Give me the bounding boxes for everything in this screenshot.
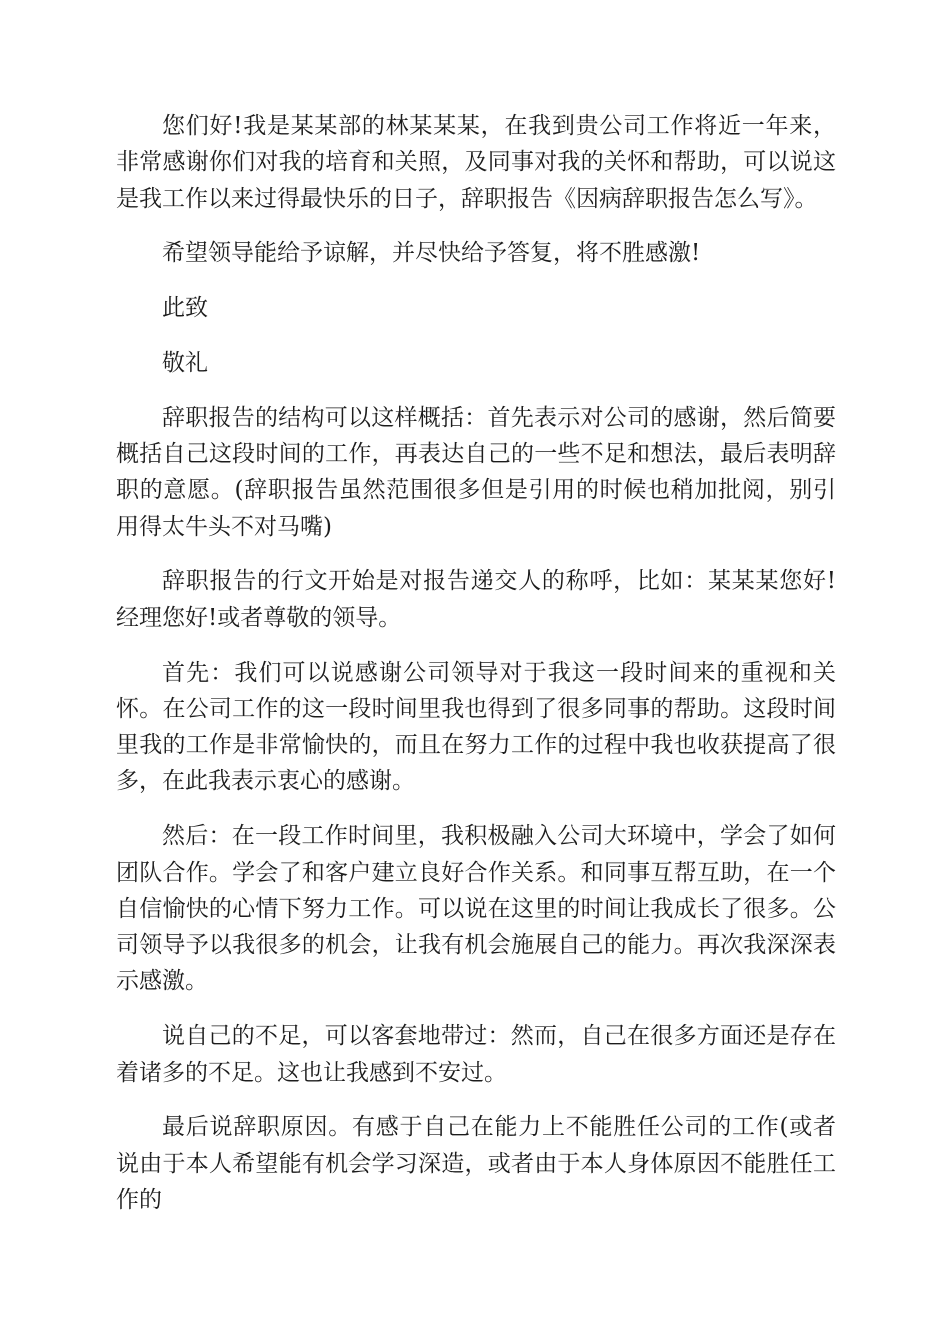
closing-regards: 敬礼 (162, 349, 208, 376)
document-body (116, 108, 836, 1237)
reason-paragraph: 最后说辞职原因。有感于自己在能力上不能胜任公司的工作(或者说由于本人希望能有机会学习深造，或者由于本人身体原因不能胜任工作的 (116, 1114, 836, 1213)
greeting-paragraph: 您们好!我是某某部的林某某某，在我到贵公司工作将近一年来，非常感谢你们对我的培育和关照，及同事对我的关怀和帮助，可以说这是我工作以来过得最快乐的日子，辞职报告《因病辞职报告怎么写》。 (116, 113, 836, 212)
first-step-paragraph: 首先：我们可以说感谢公司领导对于我这一段时间来的重视和关怀。在公司工作的这一段时间里我也得到了很多同事的帮助。这段时间里我的工作是非常愉快的，而且在努力工作的过程中我也收获提高了很多，在此我表示衷心的感谢。 (116, 659, 836, 795)
addressing-paragraph: 辞职报告的行文开始是对报告递交人的称呼，比如：某某某您好!经理您好!或者尊敬的领导。 (116, 568, 836, 631)
structure-paragraph: 辞职报告的结构可以这样概括：首先表示对公司的感谢，然后简要概括自己这段时间的工作，再表达自己的一些不足和想法，最后表明辞职的意愿。(辞职报告虽然范围很多但是引用的时候也稍加批阅，别引用得太牛头不对马嘴) (116, 404, 836, 540)
request-paragraph: 希望领导能给予谅解，并尽快给予答复，将不胜感激! (162, 240, 701, 267)
then-step-paragraph: 然后：在一段工作时间里，我积极融入公司大环境中，学会了如何团队合作。学会了和客户建立良好合作关系。和同事互帮互助，在一个自信愉快的心情下努力工作。可以说在这里的时间让我成长了很多。公司领导予以我很多的机会，让我有机会施展自己的能力。再次我深深表示感激。 (116, 823, 836, 995)
closing-salutation: 此致 (162, 295, 208, 322)
shortcomings-paragraph: 说自己的不足，可以客套地带过：然而，自己在很多方面还是存在着诸多的不足。这也让我感到不安过。 (116, 1023, 836, 1086)
